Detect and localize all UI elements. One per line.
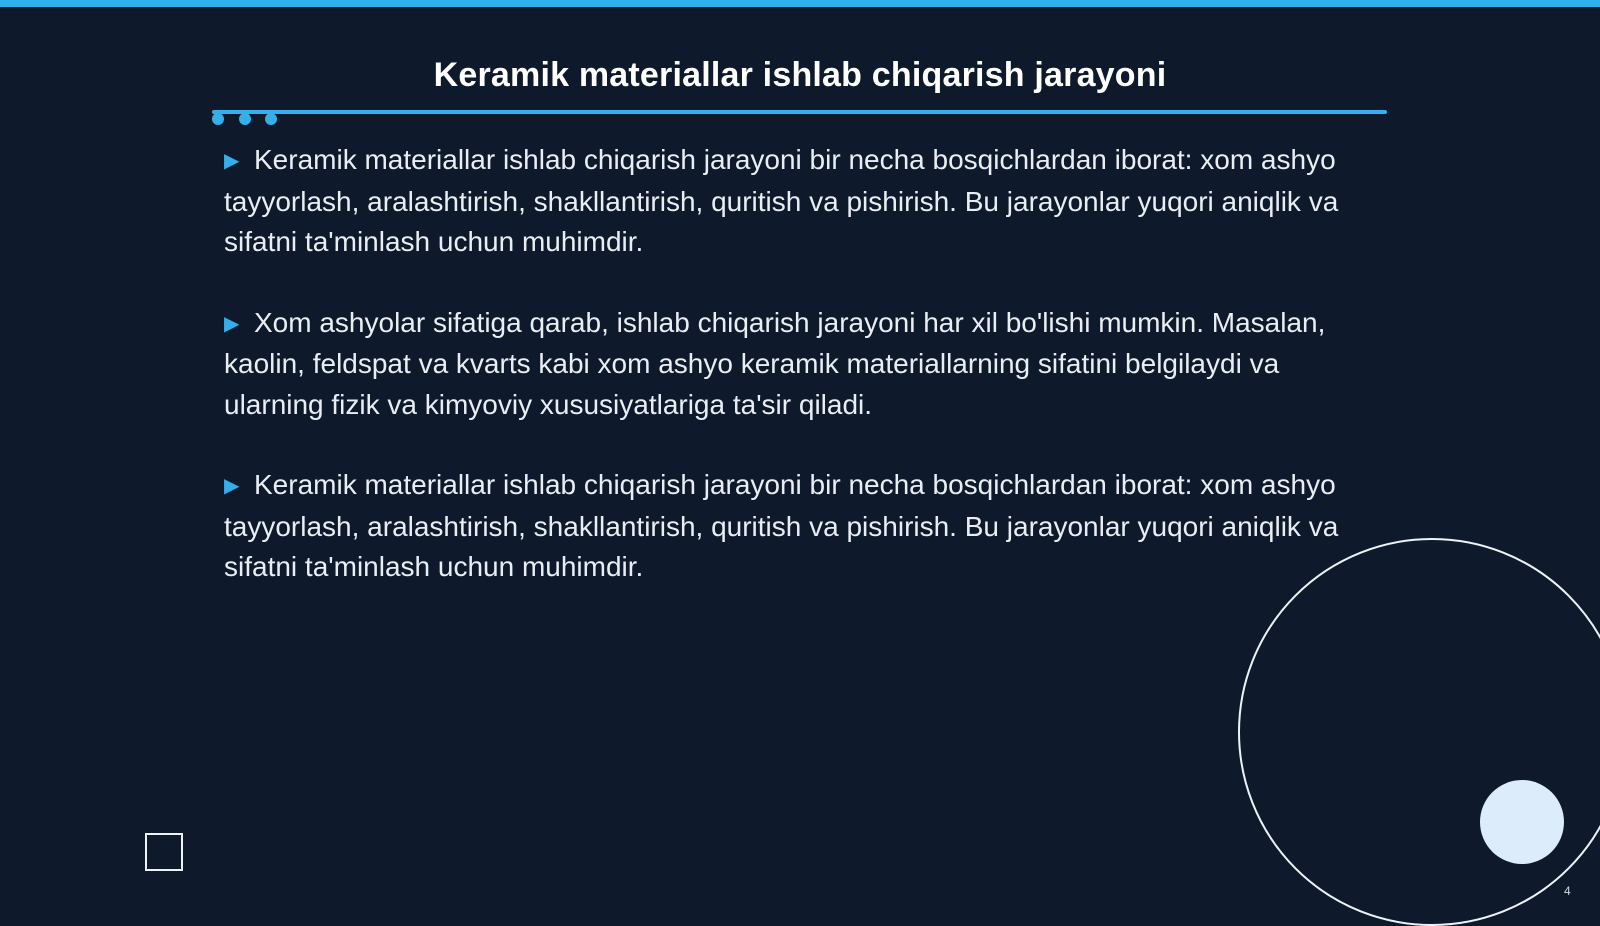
- triangle-bullet-icon: ▶: [224, 150, 240, 172]
- title-underline: [212, 110, 1387, 114]
- bullet-list: [224, 140, 1374, 628]
- decor-dot-3: [265, 113, 277, 125]
- bullet-item: [224, 140, 1374, 263]
- decor-square-outline: [145, 833, 183, 871]
- decor-dot-2: [239, 113, 251, 125]
- triangle-bullet-icon: ▶: [224, 475, 240, 497]
- bullet-item: [224, 303, 1374, 426]
- top-accent-bar: [0, 0, 1600, 7]
- bullet-text: Xom ashyolar sifatiga qarab, ishlab chiqarish jarayoni har xil bo'lishi mumkin. Masalan, kaolin, feldspat va kvarts kabi xom ashyo keramik materiallarning sifatini belgilaydi va ularning fizik va kimyoviy xususiyatlariga ta'sir qiladi.: [224, 306, 1326, 420]
- decor-large-circle-outline: [1238, 538, 1600, 926]
- bullet-text: Keramik materiallar ishlab chiqarish jarayoni bir necha bosqichlardan iborat: xom ashyo tayyorlash, aralashtirish, shakllantirish, quritish va pishirish. Bu jarayonlar yuqori aniqlik va sifatni ta'minlash uchun muhimdir.: [224, 144, 1339, 257]
- slide-title: Keramik materiallar ishlab chiqarish jarayoni: [433, 56, 1167, 94]
- bullet-text: Keramik materiallar ishlab chiqarish jarayoni bir necha bosqichlardan iborat: xom ashyo tayyorlash, aralashtirish, shakllantirish, quritish va pishirish. Bu jarayonlar yuqori aniqlik va sifatni ta'minlash uchun muhimdir.: [224, 469, 1339, 582]
- bullet-item: [224, 465, 1374, 588]
- slide-page-number: 4: [1564, 884, 1571, 898]
- decor-small-filled-circle: [1480, 780, 1564, 864]
- triangle-bullet-icon: ▶: [224, 312, 240, 335]
- decor-dot-1: [212, 113, 224, 125]
